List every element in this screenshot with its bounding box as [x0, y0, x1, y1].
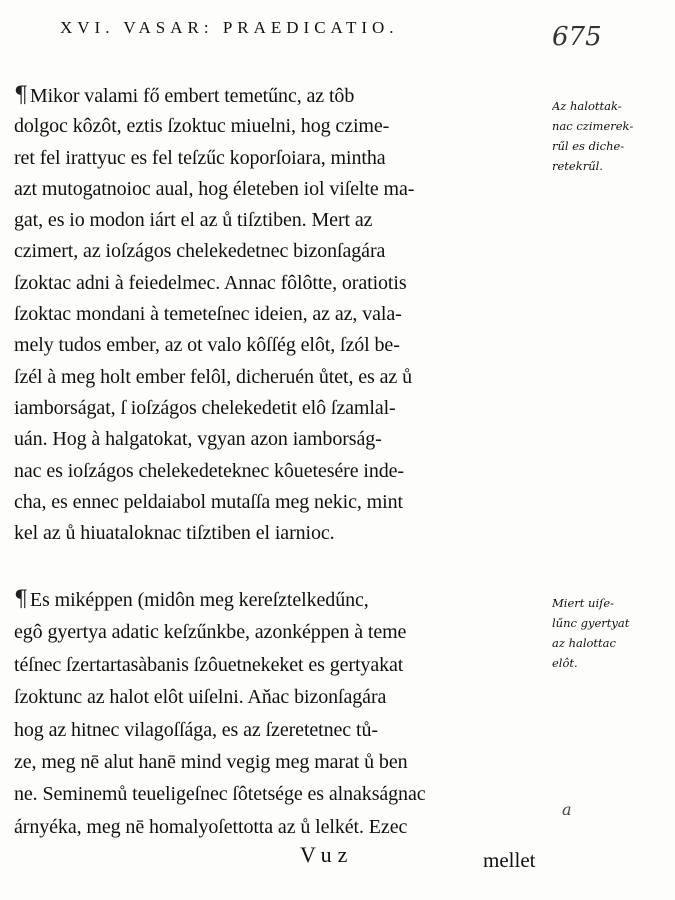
- paragraph-funeral-arms: [14, 80, 547, 549]
- marginal-note-arms: [552, 96, 664, 176]
- page-number: 675: [552, 22, 602, 52]
- marginal-note-candles: [552, 593, 664, 673]
- paragraph-funeral-candles: [14, 584, 547, 843]
- text-line: nac es ioſzágos chelekedeteknec kôuetesére inde-: [14, 459, 404, 482]
- text-line: hog az hitnec vilagoſſága, es az ſzeretetnec tů-: [14, 718, 378, 741]
- text-line: iamborságat, ſ ioſzágos chelekedetit elô ſzamlal-: [14, 396, 396, 419]
- text-line: ne. Seminemů teueligeſnec ſôtetsége es alnakságnac: [14, 783, 426, 806]
- text-line: uán. Hog à halgatokat, vgyan azon iamborság-: [14, 428, 382, 451]
- marginal-line: Miert uiſe-: [552, 596, 615, 610]
- text-line: ret fel irattyuc es fel teſzűc koporſoiara, mintha: [14, 146, 386, 169]
- text-line: egô gyertya adatic keſzűnkbe, azonképpen à teme: [14, 621, 407, 644]
- text-line: ¶ Es miképpen (midôn meg kereſztelkedűnc,: [14, 587, 369, 612]
- text-line: gat, es io modon iárt el az ů tiſztiben. Mert az: [14, 209, 373, 232]
- text-line: árnyéka, meg nē homalyoſettotta az ů lelkét. Ezec: [14, 815, 408, 838]
- text-line: ſzél à meg holt ember felôl, dicheruén ůtet, es az ů: [14, 365, 412, 388]
- text-line: dolgoc kôzôt, eztis ſzoktuc miuelni, hog czime-: [14, 115, 390, 138]
- text-line: czimert, az ioſzágos chelekedetnec bizonſagára: [14, 240, 386, 263]
- text-line: cha, es ennec peldaiabol mutaſſa meg nekic, mint: [14, 490, 403, 513]
- text-line: kel az ů hiuataloknac tiſztiben el iarnioc.: [14, 522, 335, 545]
- marginal-line: az halottac: [552, 636, 616, 650]
- text-line: ſzoktac mondani à temeteſnec ideien, az az, vala-: [14, 303, 402, 326]
- text-line: ¶ Mikor valami fő embert temetűnc, az tôb: [14, 83, 355, 108]
- text-line: téſnec ſzertartasàbanis ſzôuetnekeket es gertyakat: [14, 653, 404, 676]
- pilcrow-icon: ¶: [14, 587, 28, 612]
- text-line: mely tudos ember, az ot valo kôſſég elôt, ſzól be-: [14, 334, 400, 357]
- catchword: mellet: [483, 848, 536, 872]
- text-line: ze, meg nē alut hanē mind vegig meg marat ů ben: [14, 750, 408, 773]
- marginal-line: Az halottak-: [552, 99, 622, 113]
- running-head: XVI. VASAR: PRAEDICATIO.: [60, 18, 399, 37]
- signature-mark: Vuz: [300, 842, 354, 867]
- marginal-line: nac czimerek-: [552, 119, 634, 133]
- marginal-line: elôt.: [552, 656, 578, 670]
- marginal-line: rűl es diche-: [552, 139, 625, 153]
- marginal-letter: a: [562, 800, 572, 819]
- text-line: ſzoktac adni à feiedelmec. Annac fôlôtte, oratiotis: [14, 271, 407, 294]
- pilcrow-icon: ¶: [14, 83, 28, 108]
- marginal-line: lűnc gyertyat: [552, 616, 630, 630]
- marginal-line: retekrűl.: [552, 159, 603, 173]
- text-line: azt mutogatnoioc aual, hog életeben iol viſelte ma-: [14, 177, 415, 200]
- text-line: ſzoktunc az halot elôt uiſelni. Aňac bizonſagára: [14, 686, 387, 709]
